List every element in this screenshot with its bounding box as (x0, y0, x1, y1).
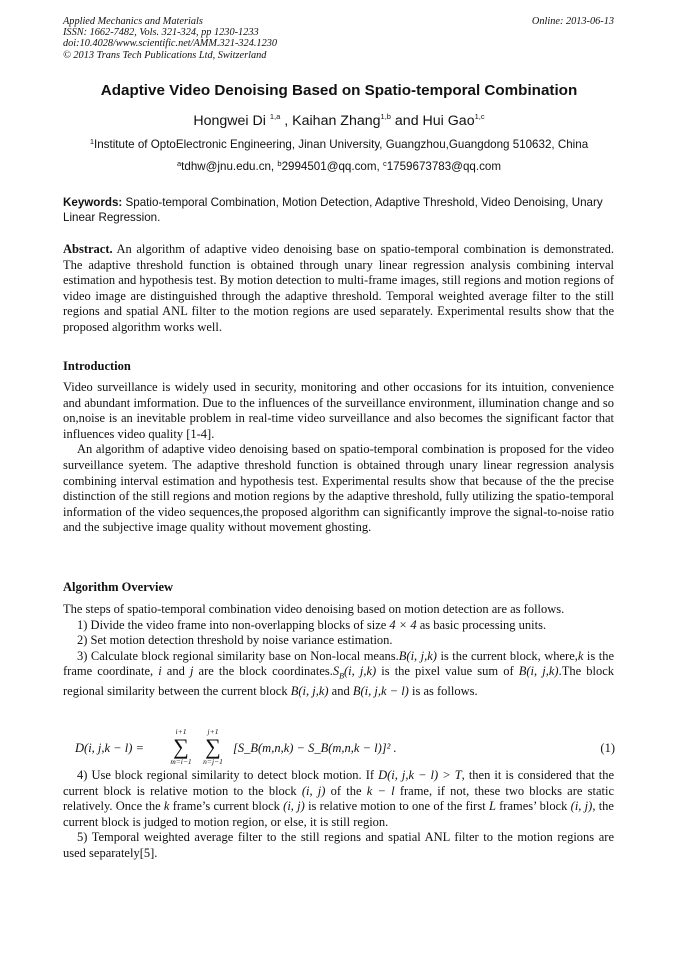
step-1: 1) Divide the video frame into non-overlapping blocks of size 4 × 4 as basic processing units. (77, 617, 547, 632)
keywords-text: Spatio-temporal Combination, Motion Detection, Adaptive Threshold, Video Denoising, Unary Linear Regression. (63, 196, 603, 224)
algorithm-overview-body (63, 602, 614, 700)
email-sup: b (277, 159, 282, 168)
email-sup: c (382, 159, 387, 168)
doi: doi:10.4028/www.scientific.net/AMM.321-324.1230 (63, 38, 278, 50)
equation-1 (75, 728, 615, 770)
email: 2994501@qq.com, (281, 160, 380, 173)
equation-number: (1) (600, 741, 615, 755)
author-sup: 1,a (269, 112, 281, 121)
author-and: and (394, 113, 419, 129)
summation-m: i+1 ∑ m=i−1 (170, 727, 192, 766)
affiliation-text: Institute of OptoElectronic Engineering, Jinan University, Guangzhou,Guangdong 510632, China (94, 138, 589, 151)
algorithm-overview-heading: Algorithm Overview (63, 580, 174, 594)
author-sup: 1,c (474, 112, 485, 121)
abstract (63, 242, 614, 336)
email: 1759673783@qq.com (386, 160, 501, 173)
algorithm-overview-steps-4-5 (63, 768, 614, 862)
author-sep: , (284, 113, 289, 129)
abstract-label: Abstract. (63, 242, 113, 256)
abstract-text: An algorithm of adaptive video denoising base on spatio-temporal combination is demonstrated. The adaptive threshold function is obtained through unary linear regression analysis combining interval estimation and hypothesis test. By motion detection to multi-frame images, still regions and motion regions of video image are distinguished through the adaptive threshold. Temporal weighted average filter to the still regions and spatial ANL filter to the motion regions are used separately. Experimental results show that the proposed algorithm works well. (63, 242, 614, 334)
author-sup: 1,b (380, 112, 391, 121)
online-date: Online: 2013-06-13 (531, 16, 614, 27)
author-name: Hongwei Di (193, 113, 266, 129)
introduction-heading: Introduction (63, 359, 131, 373)
intro-paragraph-1: Video surveillance is widely used in security, monitoring and other occasions for its intuition, convenience and abundant imformation. Due to the influences of the surveillance environment, illumination change and so on,noise is an inevitable problem in real-time video surveillance and also becomes the significant factor that influences video quality [1-4]. (63, 380, 614, 441)
intro-paragraph-2: An algorithm of adaptive video denoising based on spatio-temporal combination is proposed for the video surveillance syetem. The adaptive threshold function is obtained through unary linear regression analysis combining interval estimation and hypothesis test. Experimental results show that because of the the precise distinction of the still regions and motion regions by the adaptive threshold, fully utilizing the spatio-temporal information of the video sequences,the proposed algorithm can significantly improve the signal-to-noise ratio and the subjective image quality without movement ghosting. (63, 442, 614, 535)
paper-title: Adaptive Video Denoising Based on Spatio-temporal Combination (100, 82, 578, 99)
step-2: 2) Set motion detection threshold by noise variance estimation. (77, 633, 393, 648)
introduction-body (63, 380, 614, 536)
author-name: Hui Gao (422, 113, 475, 129)
keywords-label: Keywords: (63, 196, 123, 209)
journal-header (63, 16, 277, 61)
email-list (0, 160, 678, 173)
equation-rhs: [S_B(m,n,k) − S_B(m,n,k − l)]² . (233, 741, 397, 755)
summation-n: j+1 ∑ n=j−1 (203, 727, 223, 766)
email-sup: a (177, 159, 182, 168)
affiliation (0, 138, 678, 151)
author-list (0, 113, 678, 129)
step-4: 4) Use block regional similarity to detect block motion. If D(i, j,k − l) > T, then it is considered that the current block is relative motion to the block (i, j) of the k − l frame, if not, these two blocks are static relatively. Once the k frame’s current block (i, j) is relative motion to one of the first L frames’ block (i, j), the current block is judged to motion region, or else, it is still region. (63, 768, 614, 829)
overview-intro: The steps of spatio-temporal combination video denoising based on motion detection are as follows. (63, 602, 565, 616)
issn: ISSN: 1662-7482, Vols. 321-324, pp 1230-1233 (63, 27, 259, 39)
keywords (63, 195, 614, 225)
copyright: © 2013 Trans Tech Publications Ltd, Switzerland (63, 49, 267, 61)
affiliation-sup: 1 (89, 137, 95, 146)
step-5: 5) Temporal weighted average filter to the still regions and spatial ANL filter to the motion regions are used separately[5]. (63, 830, 614, 860)
email: tdhw@jnu.edu.cn, (181, 160, 275, 173)
equation-lhs: D(i, j,k − l) = (75, 741, 144, 755)
journal-name: Applied Mechanics and Materials (63, 16, 203, 27)
step-3: 3) Calculate block regional similarity base on Non-local means.B(i, j,k) is the current block, where,k is the frame coordinate, i and j are the block $coordinates.S_B(i$, j,k) is the pixel value sum of B(i, j,k).The block regional similarity between the current block B(i, j,k) and B(i, j,k − l) is as follows. (63, 648, 615, 699)
author-name: Kaihan Zhang (292, 113, 381, 129)
